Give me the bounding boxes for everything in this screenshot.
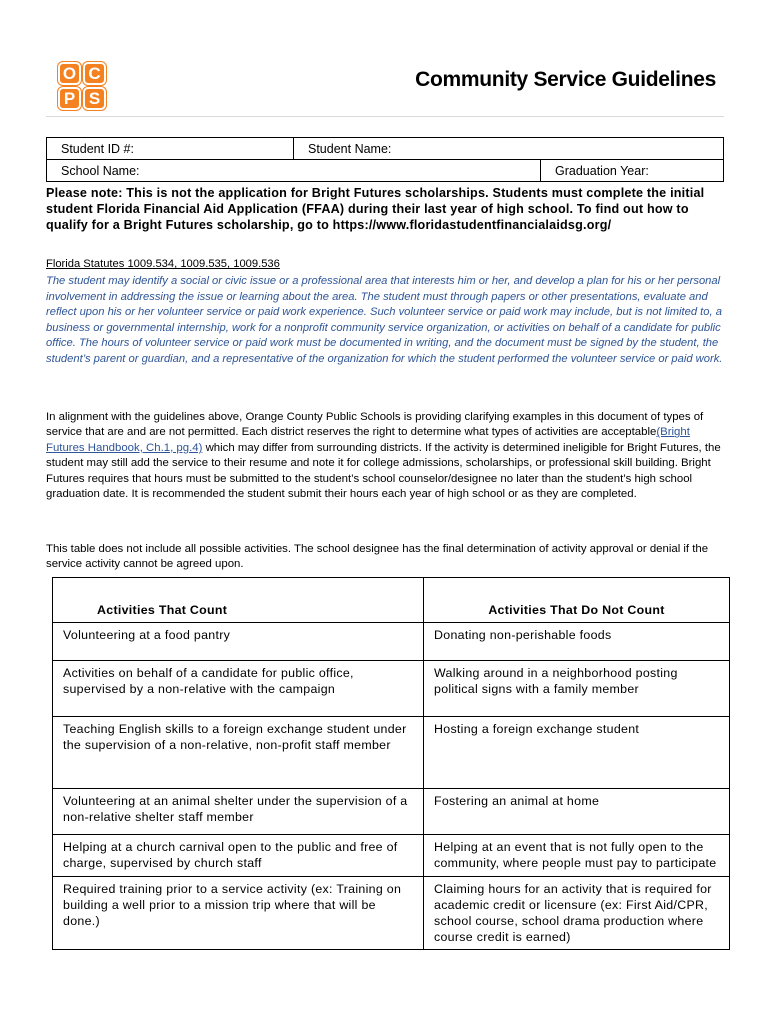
table-row: [53, 717, 730, 789]
activity-not-count-cell: Donating non-perishable foods: [424, 623, 730, 661]
activity-count-cell: Helping at a church carnival open to the public and free of charge, supervised by church staff: [53, 835, 424, 877]
graduation-year-field[interactable]: Graduation Year:: [541, 160, 724, 182]
table-row: [53, 835, 730, 877]
page-title: Community Service Guidelines: [415, 68, 716, 91]
alignment-paragraph: [46, 410, 726, 502]
activity-count-cell: Teaching English skills to a foreign exchange student under the supervision of a non-relative, non-profit staff member: [53, 717, 424, 789]
activity-count-cell: Required training prior to a service activity (ex: Training on building a well prior to a mission trip where that will be done.): [53, 877, 424, 950]
bright-futures-note: Please note: This is not the application for Bright Futures scholarships. Students must complete the initial student Florida Financial Aid Application (FFAA) during their last year of high school. To find out how to qualify for a Bright Futures scholarship, go to https://www.floridastudentfinancialaidsg.org/: [46, 186, 705, 232]
activities-header-row: [53, 578, 730, 623]
logo-letter-s: S: [83, 87, 106, 110]
activity-not-count-cell: Helping at an event that is not fully open to the community, where people must pay to participate: [424, 835, 730, 877]
logo-letter-c: C: [83, 62, 106, 85]
header-activities-not-count: Activities That Do Not Count: [424, 578, 730, 623]
student-name-field[interactable]: Student Name:: [294, 138, 724, 160]
header-divider: [46, 116, 724, 117]
table-note: This table does not include all possible activities. The school designee has the final determination of activity approval or denial if the service activity cannot be agreed upon.: [46, 543, 709, 571]
statute-body: The student may identify a social or civic issue or a professional area that interests him or her, and develop a plan for his or her personal involvement in addressing the issue or learning about the area. The student must through papers or other presentations, evaluate and reflect upon his or her volunteer service or paid work experience. Such volunteer service or paid work may include, but is not limited to, a business or governmental internship, work for a nonprofit community service organization, or activities on behalf of a candidate for public office. The hours of volunteer service or paid work must be documented in writing, and the document must be signed by the student, the student’s parent or guardian, and a representative of the organization for which the student performed the volunteer service or paid work.: [46, 275, 723, 365]
activity-not-count-cell: Hosting a foreign exchange student: [424, 717, 730, 789]
alignment-text-before: In alignment with the guidelines above, Orange County Public Schools is providing clarifying examples in this document of types of service that are and are not permitted. Each district reserves the right to determine what types of activities are acceptable: [46, 411, 704, 439]
logo-letter-o: O: [58, 62, 81, 85]
activities-table: [52, 577, 730, 950]
activity-not-count-cell: Fostering an animal at home: [424, 789, 730, 835]
bright-futures-handbook-link[interactable]: (Bright Futures Handbook, Ch.1, pg.4): [46, 426, 690, 454]
activity-count-cell: Volunteering at a food pantry: [53, 623, 424, 661]
table-row: [53, 877, 730, 950]
logo-letter-p: P: [58, 87, 81, 110]
activity-count-cell: Volunteering at an animal shelter under the supervision of a non-relative shelter staff member: [53, 789, 424, 835]
ocps-logo: [58, 62, 106, 110]
florida-statutes-section: [46, 258, 726, 368]
header-activities-count: Activities That Count: [53, 578, 424, 623]
info-row-1: [47, 138, 724, 160]
activity-not-count-cell: Walking around in a neighborhood posting political signs with a family member: [424, 661, 730, 717]
statute-title: Florida Statutes 1009.534, 1009.535, 1009.536: [46, 258, 280, 270]
student-info-form: [46, 137, 724, 182]
school-name-field[interactable]: School Name:: [47, 160, 541, 182]
activity-count-cell: Activities on behalf of a candidate for public office, supervised by a non-relative with the campaign: [53, 661, 424, 717]
table-row: [53, 623, 730, 661]
table-row: [53, 661, 730, 717]
alignment-text-after: which may differ from surrounding districts. If the activity is determined ineligible for Bright Futures, the student may still add the service to their resume and note it for college admissions, scholarships, or professional skill building. Bright Futures requires that hours must be submitted to the student’s school counselor/designee no later than the student’s high school graduation date. It is recommended the student submit their hours each year of high school or as they are completed.: [46, 441, 721, 501]
activity-not-count-cell: Claiming hours for an activity that is required for academic credit or licensure (ex: First Aid/CPR, school course, school drama production where course credit is earned): [424, 877, 730, 950]
info-row-2: [47, 160, 724, 182]
table-row: [53, 789, 730, 835]
student-id-field[interactable]: Student ID #:: [47, 138, 294, 160]
